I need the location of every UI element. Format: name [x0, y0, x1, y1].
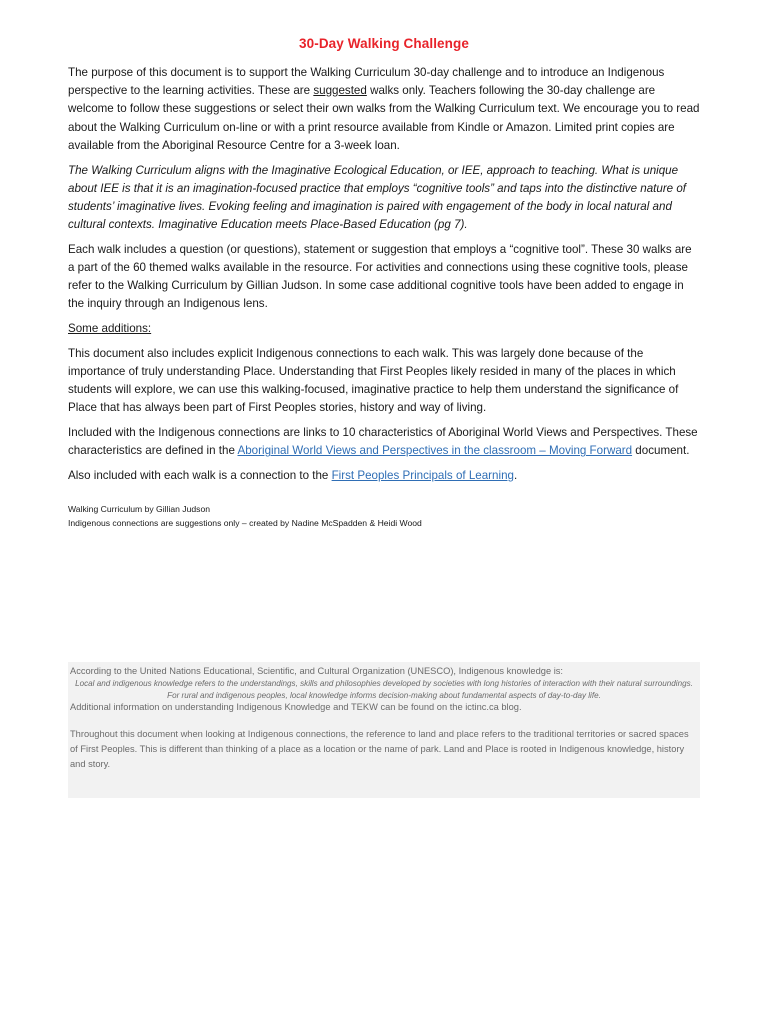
- connections-text-start: Included with the Indigenous connections are links to 10 characteristics of Aboriginal World Views and Perspectives. These characteristics are defined in the: [68, 426, 698, 458]
- callout-more-info: Additional information on understanding Indigenous Knowledge and TEKW can be found on the ictinc.ca blog.: [70, 702, 522, 713]
- world-views-link[interactable]: Aboriginal World Views and Perspectives in the classroom – Moving Forward: [237, 444, 633, 458]
- suggested-word: suggested: [313, 84, 367, 98]
- callout-intro: According to the United Nations Educational, Scientific, and Cultural Organization (UNESCO), Indigenous knowledge is:: [70, 666, 563, 676]
- callout-quote: Local and indigenous knowledge refers to the understandings, skills and philosophies developed by societies with long histories of interaction with their natural surroundings. For rural and indigenous peoples, local knowledge informs decision-making about fundamental aspects of day-to-day life.: [75, 679, 693, 700]
- intro-text-end: walks only. Teachers following the 30-day challenge are welcome to follow these suggestions or select their own walks from the Walking Curriculum text. We encourage you to read about the Walking Curriculum on-line or with a print resource available from Kindle or Amazon. Limited print copies are available from the Aboriginal Resource Centre for a 3-week loan.: [68, 84, 700, 152]
- document-title: 30-Day Walking Challenge: [299, 36, 469, 51]
- iee-paragraph: The Walking Curriculum aligns with the Imaginative Ecological Education, or IEE, approach to teaching. What is unique about IEE is that it is an imagination-focused practice that employs “cognitive tools” and taps into the distinctive nature of students’ imaginative lives. Evoking feeling and imagination is paired with engagement of the body in local natural and cultural contexts. Imaginative Education meets Place-Based Education (pg 7).: [68, 163, 687, 232]
- walks-paragraph: Each walk includes a question (or questions), statement or suggestion that employs a “cognitive tool”. These 30 walks are a part of the 60 themed walks available in the resource. For activities and connections using these cognitive tools, please refer to the Walking Curriculum by Gillian Judson. In some case additional cognitive tools have been added to engage in the inquiry through an Indigenous lens.: [68, 242, 692, 311]
- callout-land-note: Throughout this document when looking at Indigenous connections, the reference to land and place refers to the traditional territories or sacred spaces of First Peoples. This is different than thinking of a place as a location or the name of park. Land and Place is rooted in Indigenous knowledge, history and story.: [70, 729, 689, 770]
- credits-line-author: Walking Curriculum by Gillian Judson: [68, 504, 211, 515]
- principles-of-learning-link[interactable]: First Peoples Principals of Learning: [331, 469, 514, 483]
- intro-text-start: The purpose of this document is to support the Walking Curriculum 30-day challenge and to introduce an Indigenous perspective to the learning activities. These are: [68, 66, 665, 98]
- additions-heading: Some additions:: [68, 322, 152, 336]
- additions-paragraph: This document also includes explicit Indigenous connections to each walk. This was largely done because of the importance of truly understanding Place. Understanding that First Peoples likely resided in many of the places in which students will explore, we can use this walking-focused, imaginative practice to help them understand the significance of Place that has always been part of First Peoples stories, history and way of living.: [68, 346, 679, 415]
- unesco-callout-box: [68, 662, 700, 798]
- principles-text-start: Also included with each walk is a connection to the: [68, 469, 332, 483]
- connections-paragraph: [68, 424, 700, 460]
- principles-text-end: .: [513, 469, 518, 483]
- principles-paragraph: [68, 467, 700, 485]
- connections-text-end: document.: [632, 444, 690, 458]
- intro-paragraph: [68, 64, 700, 155]
- document-page: [68, 36, 700, 530]
- credits: [68, 503, 700, 530]
- credits-line-connections: Indigenous connections are suggestions only – created by Nadine McSpadden & Heidi Wood: [68, 517, 422, 528]
